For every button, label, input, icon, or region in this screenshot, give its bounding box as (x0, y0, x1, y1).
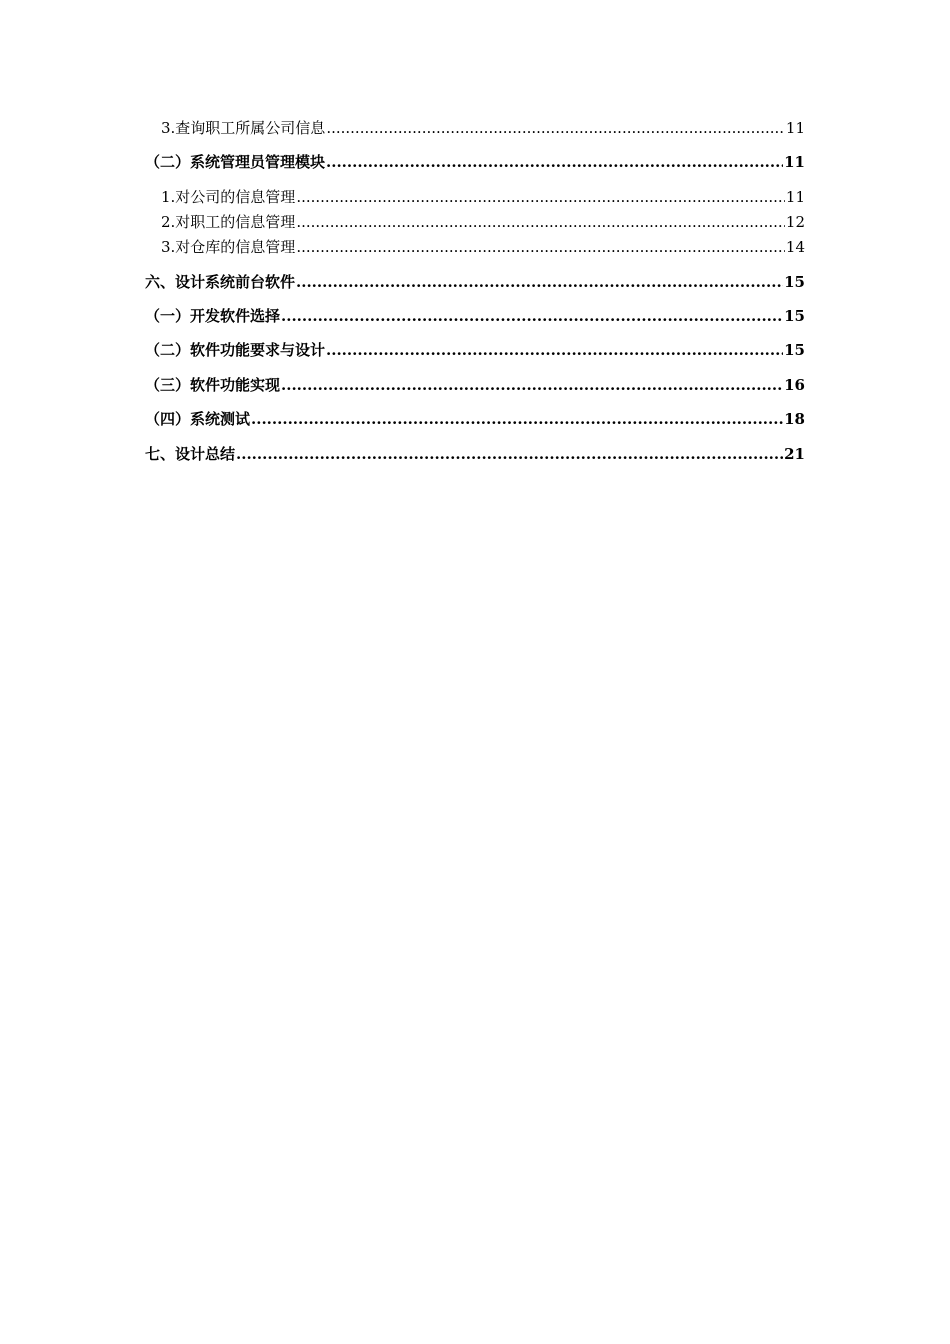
toc-entry[interactable] (145, 375, 805, 395)
toc-entry-label: （一）开发软件选择 (145, 307, 281, 325)
toc-entry[interactable] (161, 187, 805, 207)
toc-entry[interactable] (161, 118, 805, 138)
toc-page-number: 14 (785, 238, 805, 256)
toc-page-number: 11 (785, 188, 805, 206)
toc-dot-leader (296, 237, 785, 257)
toc-dot-leader (326, 340, 783, 360)
toc-page-number: 12 (785, 213, 805, 231)
toc-entry-label: 七、设计总结 (145, 445, 236, 463)
toc-dot-leader (236, 444, 783, 464)
toc-entry[interactable] (161, 212, 805, 232)
toc-page-number: 21 (784, 445, 805, 463)
toc-entry-label: 1.对公司的信息管理 (161, 188, 296, 206)
toc-dot-leader (281, 306, 783, 326)
toc-entry-label: （二）系统管理员管理模块 (145, 153, 326, 171)
toc-entry[interactable] (145, 272, 805, 292)
toc-entry[interactable] (145, 152, 805, 172)
toc-entry[interactable] (161, 237, 805, 257)
toc-entry[interactable] (145, 444, 805, 464)
toc-entry[interactable] (145, 340, 805, 360)
toc-entry-label: （四）系统测试 (145, 410, 251, 428)
toc-page-number: 15 (784, 341, 805, 359)
toc-dot-leader (296, 212, 785, 232)
toc-entry-label: 2.对职工的信息管理 (161, 213, 296, 231)
toc-entry-label: （二）软件功能要求与设计 (145, 341, 326, 359)
toc-dot-leader (326, 152, 783, 172)
toc-page-number: 11 (784, 153, 805, 171)
toc-entry-label: 3.对仓库的信息管理 (161, 238, 296, 256)
toc-entry-label: 3.查询职工所属公司信息 (161, 119, 326, 137)
toc-page-number: 18 (784, 410, 805, 428)
toc-entry[interactable] (145, 409, 805, 429)
toc-page-number: 11 (785, 119, 805, 137)
toc-dot-leader (326, 118, 785, 138)
toc-dot-leader (281, 375, 783, 395)
toc-page-number: 16 (784, 376, 805, 394)
toc-dot-leader (296, 187, 785, 207)
toc-entry-label: 六、设计系统前台软件 (145, 273, 296, 291)
toc-dot-leader (296, 272, 783, 292)
toc-page-number: 15 (784, 273, 805, 291)
toc-dot-leader (251, 409, 783, 429)
toc-entry[interactable] (145, 306, 805, 326)
toc-entry-label: （三）软件功能实现 (145, 376, 281, 394)
toc-page-number: 15 (784, 307, 805, 325)
